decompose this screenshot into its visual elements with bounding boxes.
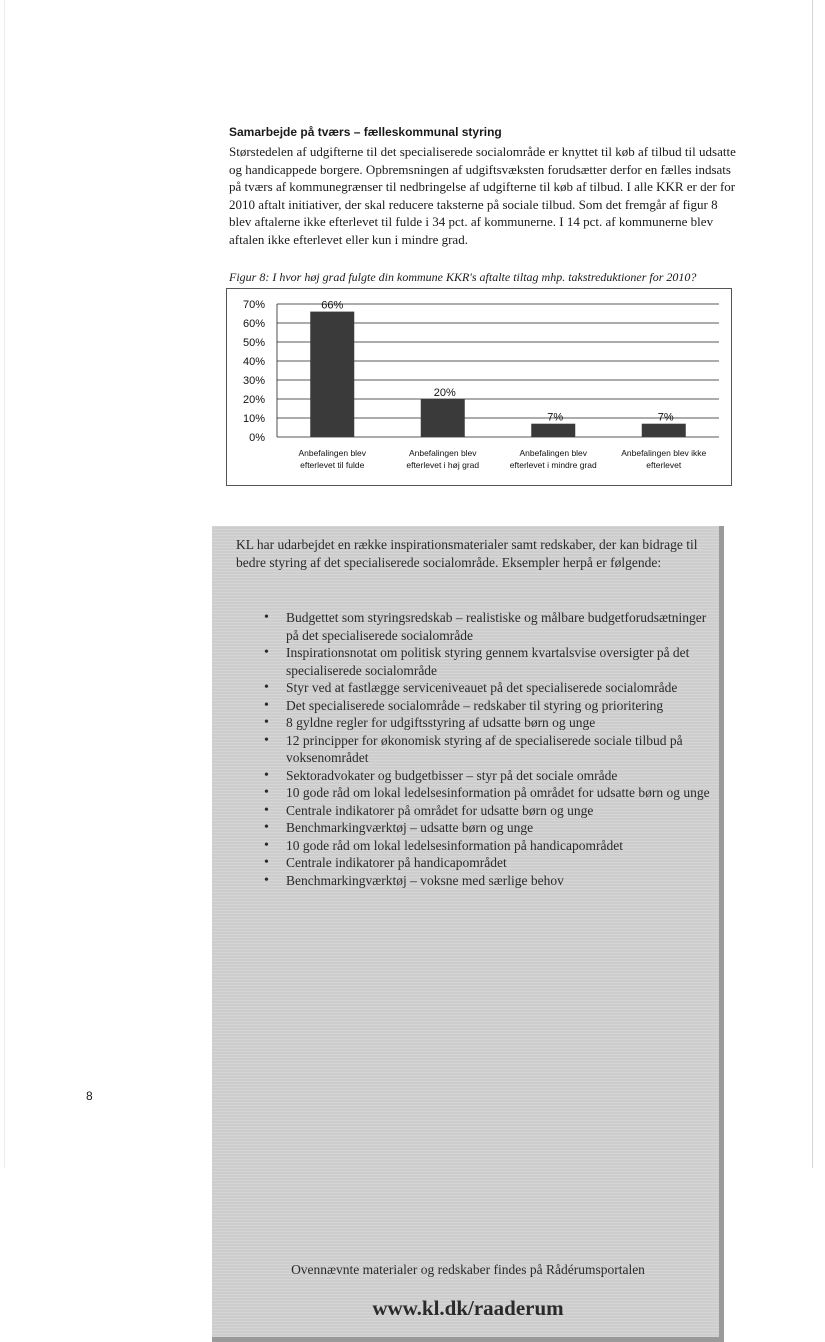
bar (531, 424, 575, 437)
section-body: Størstedelen af udgifterne til det specialiserede socialområde er knyttet til køb af tilbud til udsatte og handicappede borgere. Opbremsningen af udgiftsvæksten forudsætter derfor en fælles indsats på tværs af kommunegrænser til nedbringelse af udgifterne til køb af tilbud. I alle KKR er der for 2010 aftalt initiativer, der skal reducere taksterne på sociale tilbud. Som det fremgår af figur 8 blev aftalerne ikke efterlevet til fulde i 34 pct. af kommunerne. I 14 pct. af kommunerne blev aftalen ikke efterlevet eller kun i mindre grad. (229, 144, 736, 247)
info-list-item-text: Budgettet som styringsredskab – realistiske og målbare budgetforudsætninger på det specialiserede socialområde (286, 610, 707, 643)
info-list-item (264, 767, 714, 785)
data-label: 7% (547, 411, 564, 424)
info-list-item (264, 837, 714, 855)
info-list (264, 609, 714, 889)
page-number: 8 (86, 1089, 93, 1103)
y-tick-label: 70% (242, 299, 265, 311)
bullet-icon: • (264, 802, 269, 818)
y-tick-label: 60% (242, 318, 265, 330)
info-list-item-text: 12 principper for økonomisk styring af de specialiserede sociale tilbud på voksenområdet (286, 732, 683, 765)
y-tick-label: 20% (242, 394, 265, 406)
bullet-icon: • (264, 785, 269, 800)
info-list-item (264, 819, 714, 837)
info-list-item (264, 784, 714, 802)
info-list-item-text: Det specialiserede socialområde – redskaber til styring og prioritering (286, 697, 664, 713)
info-list-item-text: 10 gode råd om lokal ledelsesinformation på området for udsatte børn og unge (286, 785, 710, 800)
y-tick-label: 10% (242, 413, 265, 425)
bar (421, 399, 465, 437)
category-label: Anbefalingen blev (298, 448, 367, 458)
category-label: efterlevet i høj grad (406, 460, 480, 470)
bullet-icon: • (264, 767, 269, 783)
category-label: Anbefalingen blev (408, 448, 477, 458)
y-tick-label: 50% (242, 337, 265, 349)
y-tick-label: 0% (249, 432, 265, 444)
info-list-item-text: Inspirationsnotat om politisk styring gennem kvartalsvise oversigter på det specialiserede socialområde (286, 645, 690, 678)
info-list-item-text: Benchmarkingværktøj – udsatte børn og unge (286, 820, 534, 835)
category-label: Anbefalingen blev ikke (621, 448, 707, 458)
bullet-icon: • (264, 645, 269, 660)
y-tick-label: 30% (242, 375, 265, 387)
info-list-item (264, 732, 714, 767)
bullet-icon: • (264, 732, 269, 748)
bullet-icon: • (264, 715, 269, 730)
info-list-item (264, 697, 714, 715)
bullet-icon: • (264, 610, 269, 625)
info-list-item (264, 854, 714, 872)
info-list-item-text: Benchmarkingværktøj – voksne med særlige behov (286, 872, 564, 888)
info-list-item-text: Centrale indikatorer på området for udsatte børn og unge (286, 802, 594, 818)
data-label: 66% (321, 299, 344, 312)
info-list-item (264, 609, 714, 644)
category-label: efterlevet til fulde (300, 460, 365, 470)
info-box (212, 526, 724, 1342)
figure-caption: Figur 8: I hvor høj grad fulgte din kommune KKR's aftalte tiltag mhp. takstreduktioner for 2010? (229, 270, 697, 284)
section-heading: Samarbejde på tværs – fælleskommunal styring (229, 125, 502, 139)
page-edge-right (812, 0, 813, 1168)
info-closing: Ovennævnte materialer og redskaber findes på Rådérumsportalen (291, 1262, 645, 1277)
bullet-icon: • (264, 837, 269, 853)
info-list-item (264, 802, 714, 820)
info-list-item (264, 872, 714, 890)
raaderum-link[interactable]: www.kl.dk/raaderum (372, 1296, 564, 1320)
category-label: efterlevet (646, 460, 682, 470)
bullet-icon: • (264, 872, 269, 888)
category-label: efterlevet i mindre grad (509, 460, 597, 470)
info-list-item-text: 8 gyldne regler for udgiftsstyring af udsatte børn og unge (286, 715, 596, 730)
data-label: 7% (657, 411, 674, 424)
category-label: Anbefalingen blev (519, 448, 588, 458)
info-list-item-text: Sektoradvokater og budgetbisser – styr på det sociale område (286, 767, 618, 783)
bar (642, 424, 686, 437)
info-list-item-text: Styr ved at fastlægge serviceniveauet på det specialiserede socialområde (286, 680, 678, 695)
info-list-item (264, 714, 714, 732)
bullet-icon: • (264, 680, 269, 695)
bullet-icon: • (264, 855, 269, 870)
data-label: 20% (433, 387, 456, 399)
chart-svg (227, 289, 731, 485)
bullet-icon: • (264, 820, 269, 835)
y-tick-label: 40% (242, 356, 265, 368)
bullet-icon: • (264, 697, 269, 713)
bar-chart (226, 288, 732, 486)
bar (310, 312, 354, 437)
info-list-item (264, 679, 714, 697)
info-list-item-text: Centrale indikatorer på handicapområdet (286, 855, 507, 870)
info-intro: KL har udarbejdet en række inspirationsmaterialer samt redskaber, der kan bidrage til bedre styring af det specialiserede socialområde. Eksempler herpå er følgende: (236, 537, 698, 570)
info-list-item (264, 644, 714, 679)
info-list-item-text: 10 gode råd om lokal ledelsesinformation på handicapområdet (286, 837, 624, 853)
page-edge-left (4, 0, 5, 1168)
